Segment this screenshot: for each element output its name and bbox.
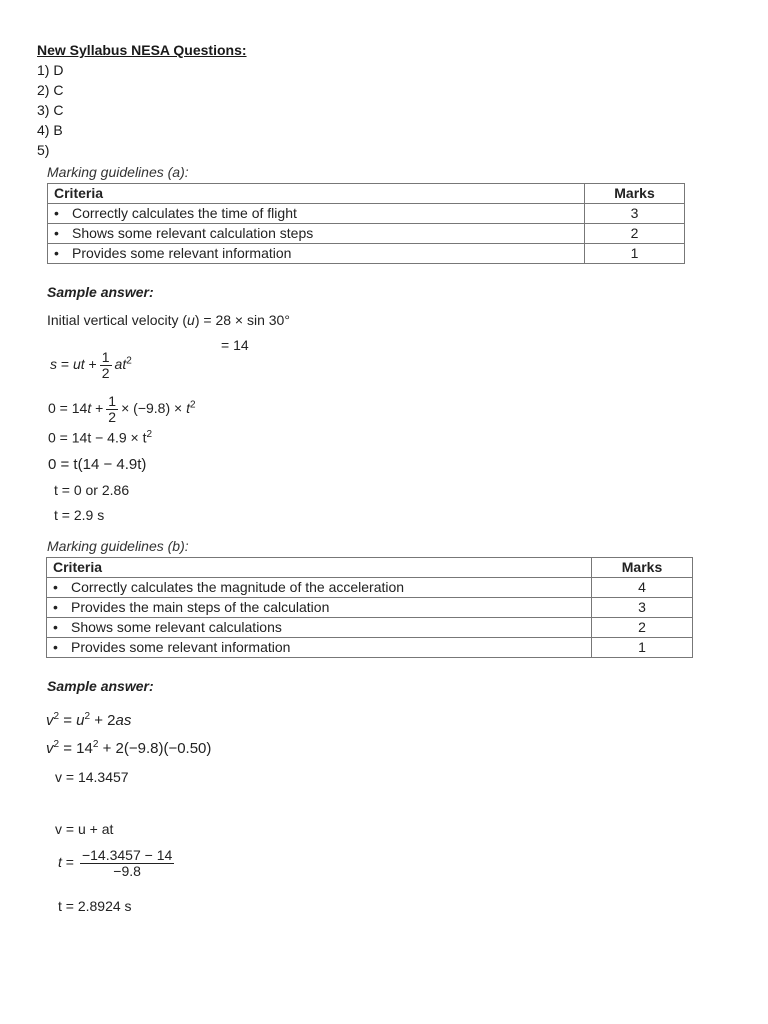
bullet-icon: • [53, 579, 58, 595]
table-header-row [48, 184, 685, 204]
guidelines-b-title: Marking guidelines (b): [47, 538, 189, 554]
table-row [48, 224, 685, 244]
marks-cell: 1 [592, 638, 693, 658]
sample-a-eq-substituted: 0 = 14t + $\frac{1}{2}$ × $(-9.8) \times t^2$ [48, 393, 196, 425]
answer-1: 1) D [37, 62, 64, 78]
marks-header: Marks [592, 558, 693, 578]
table-row [47, 618, 693, 638]
answer-2: 2) C [37, 82, 64, 98]
table-row [47, 638, 693, 658]
table-row [47, 578, 693, 598]
marks-cell: 2 [592, 618, 693, 638]
marks-cell: 2 [585, 224, 685, 244]
sample-b-eq-5: t = $\frac{-14.3457 - 14}{-9.8}$ [58, 847, 173, 879]
answer-3: 3) C [37, 102, 64, 118]
criteria-header: Criteria [48, 184, 585, 204]
marks-cell: 3 [592, 598, 693, 618]
criterion-cell: • Shows some relevant calculation steps [48, 224, 585, 244]
sample-b-eq-2: $v^2 = 14^2 + 2(-9.8)(-0.50)$ [46, 739, 212, 757]
table-row [47, 598, 693, 618]
marks-cell: 4 [592, 578, 693, 598]
criterion-cell: • Provides some relevant information [47, 638, 592, 658]
criterion-cell: • Shows some relevant calculations [47, 618, 592, 638]
sample-b-eq-3: v = 14.3457 [55, 769, 129, 785]
guidelines-b-table [46, 557, 693, 658]
answer-4: 4) B [37, 122, 63, 138]
criterion-cell: • Correctly calculates the time of flight [48, 204, 585, 224]
sample-b-eq-4: v = u + at [55, 821, 114, 837]
bullet-icon: • [54, 205, 59, 221]
table-row [48, 204, 685, 224]
page-heading: New Syllabus NESA Questions: [37, 42, 247, 58]
criteria-header: Criteria [47, 558, 592, 578]
sample-a-eq-4: $0 = 14t - 4.9 \times t^2$ [48, 429, 153, 446]
sample-a-eq-6: t = 0 or 2.86 [54, 482, 130, 498]
answer-5: 5) [37, 142, 50, 158]
criterion-cell: • Provides the main steps of the calculation [47, 598, 592, 618]
table-header-row [47, 558, 693, 578]
criterion-cell: • Correctly calculates the magnitude of the acceleration [47, 578, 592, 598]
criterion-cell: • Provides some relevant information [48, 244, 585, 264]
sample-a-line-2: = 14 [221, 337, 249, 353]
marks-header: Marks [585, 184, 685, 204]
bullet-icon: • [53, 639, 58, 655]
bullet-icon: • [54, 225, 59, 241]
sample-a-line-1: Initial vertical velocity (u) = 28 × sin 30° [47, 312, 290, 328]
marks-cell: 1 [585, 244, 685, 264]
sample-b-eq-6: t = 2.8924 s [58, 898, 132, 914]
sample-a-eq-displacement: s = ut + $\frac{1}{2}$ $at^2$ [50, 349, 132, 381]
guidelines-a-table [47, 183, 685, 264]
marks-cell: 3 [585, 204, 685, 224]
bullet-icon: • [53, 619, 58, 635]
guidelines-a-title: Marking guidelines (a): [47, 164, 189, 180]
bullet-icon: • [53, 599, 58, 615]
sample-b-title: Sample answer: [47, 678, 154, 694]
sample-a-title: Sample answer: [47, 284, 154, 300]
bullet-icon: • [54, 245, 59, 261]
sample-a-eq-7: t = 2.9 s [54, 507, 105, 523]
sample-b-eq-1: $v^2 = u^2 + 2as$ [46, 711, 132, 729]
sample-a-eq-5: 0 = t(14 − 4.9t) [48, 456, 147, 473]
table-row [48, 244, 685, 264]
